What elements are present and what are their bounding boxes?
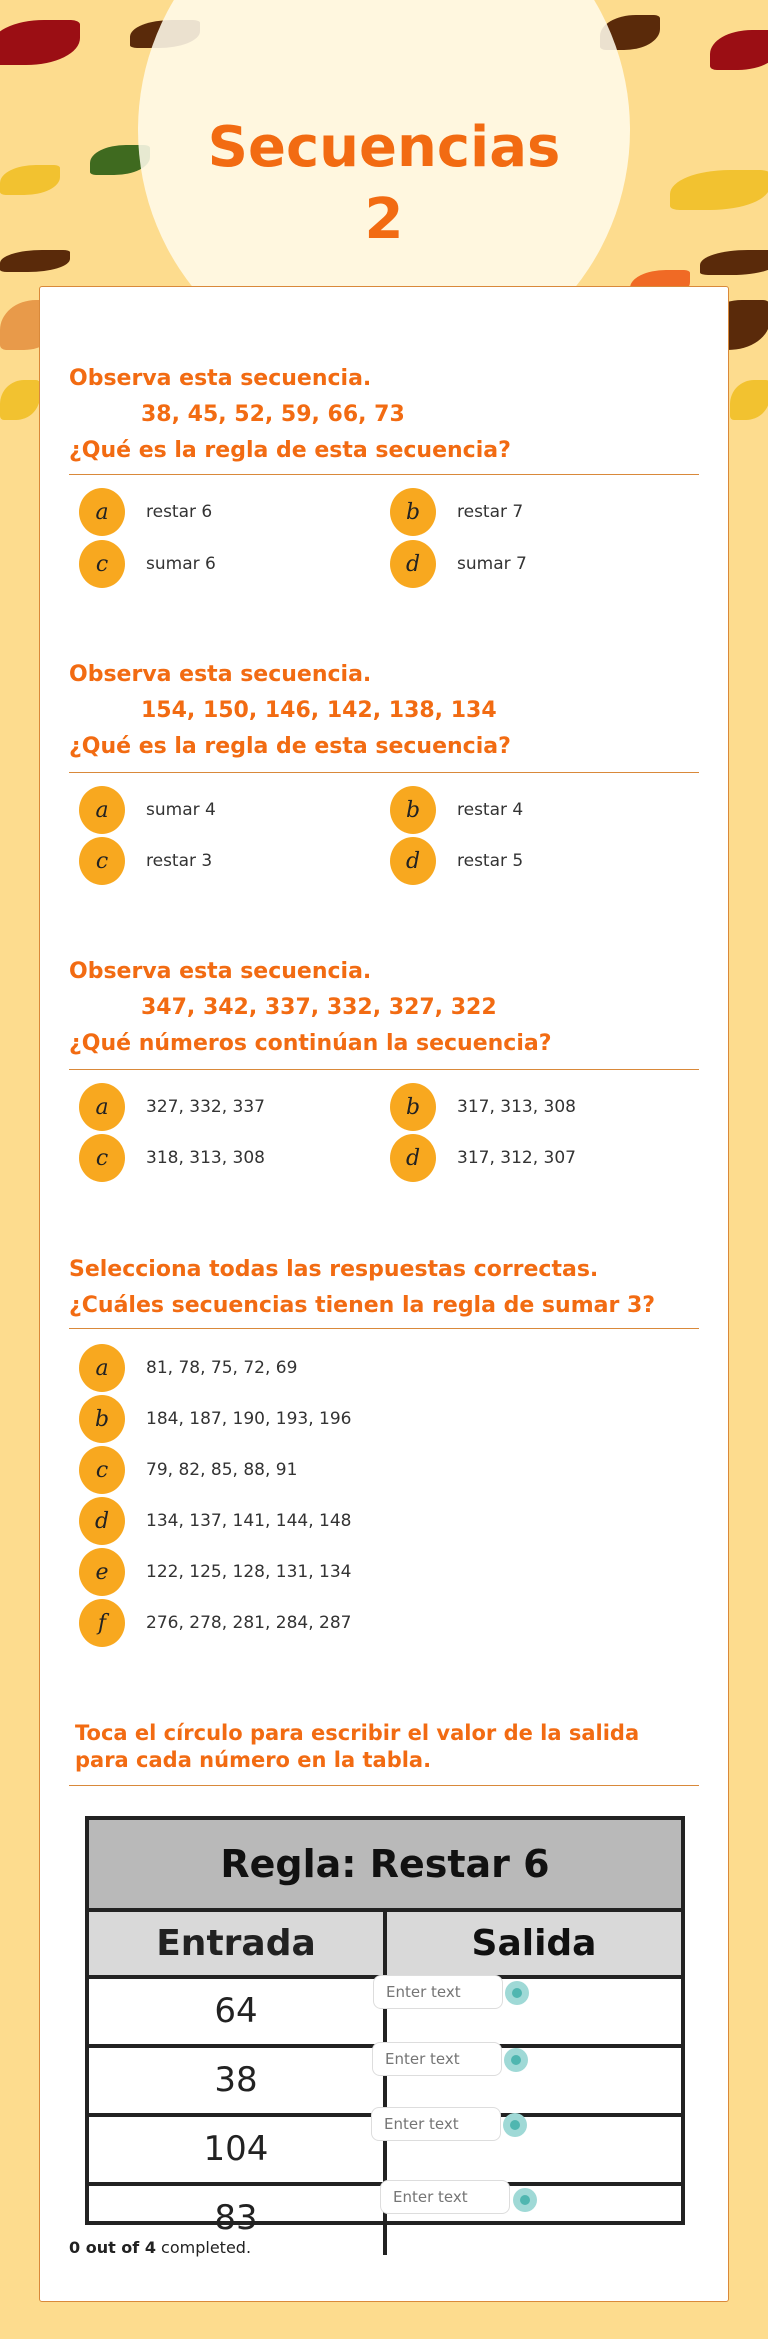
question-intro: Observa esta secuencia. bbox=[69, 662, 372, 687]
salida-input-4[interactable] bbox=[380, 2180, 510, 2214]
option-letter: d bbox=[390, 540, 436, 588]
salida-input-1[interactable] bbox=[373, 1975, 503, 2009]
option-letter: c bbox=[79, 540, 125, 588]
progress-count: 0 out of 4 bbox=[69, 2238, 156, 2257]
question-1 bbox=[69, 361, 511, 469]
table-header-row bbox=[89, 1912, 681, 1979]
option-text: 81, 78, 75, 72, 69 bbox=[146, 1358, 298, 1378]
function-table bbox=[85, 1816, 685, 2238]
option-letter: a bbox=[79, 1344, 125, 1392]
option-f[interactable] bbox=[79, 1599, 351, 1647]
question-5-instruction: Toca el círculo para escribir el valor de la salida para cada número en la tabla. bbox=[75, 1721, 640, 1772]
option-d[interactable] bbox=[79, 1497, 351, 1545]
salida-input-3[interactable] bbox=[371, 2107, 501, 2141]
option-a[interactable] bbox=[79, 1083, 265, 1131]
option-letter: e bbox=[79, 1548, 125, 1596]
option-letter: a bbox=[79, 1083, 125, 1131]
option-letter: f bbox=[79, 1599, 125, 1647]
option-text: restar 4 bbox=[457, 800, 524, 820]
question-intro: Observa esta secuencia. bbox=[69, 959, 372, 984]
question-text: ¿Qué es la regla de esta secuencia? bbox=[69, 734, 511, 759]
option-c[interactable] bbox=[79, 1446, 297, 1494]
divider bbox=[69, 772, 699, 773]
option-c[interactable] bbox=[79, 540, 216, 588]
option-letter: a bbox=[79, 786, 125, 834]
page-title: Secuencias 2 bbox=[207, 115, 561, 252]
option-text: 327, 332, 337 bbox=[146, 1097, 265, 1117]
input-value: 83 bbox=[89, 2186, 387, 2255]
option-letter: d bbox=[390, 1134, 436, 1182]
option-c[interactable] bbox=[79, 837, 212, 885]
column-header-salida: Salida bbox=[471, 1923, 597, 1964]
option-d[interactable] bbox=[390, 1134, 576, 1182]
option-text: 276, 278, 281, 284, 287 bbox=[146, 1613, 352, 1633]
question-sequence: 38, 45, 52, 59, 66, 73 bbox=[141, 402, 405, 427]
option-letter: c bbox=[79, 1446, 125, 1494]
answer-hotspot-icon[interactable] bbox=[504, 2048, 528, 2072]
question-sequence: 347, 342, 337, 332, 327, 322 bbox=[141, 995, 497, 1020]
salida-input-2[interactable] bbox=[372, 2042, 502, 2076]
column-header-entrada: Entrada bbox=[89, 1912, 387, 1975]
option-a[interactable] bbox=[79, 786, 216, 834]
option-letter: d bbox=[390, 837, 436, 885]
option-text: 79, 82, 85, 88, 91 bbox=[146, 1460, 298, 1480]
option-c[interactable] bbox=[79, 1134, 265, 1182]
option-e[interactable] bbox=[79, 1548, 351, 1596]
divider bbox=[69, 1069, 699, 1070]
option-b[interactable] bbox=[390, 1083, 576, 1131]
question-4 bbox=[69, 1252, 655, 1324]
option-text: 318, 313, 308 bbox=[146, 1148, 265, 1168]
question-text: ¿Cuáles secuencias tienen la regla de sumar 3? bbox=[69, 1293, 656, 1318]
option-d[interactable] bbox=[390, 837, 523, 885]
option-text: 317, 312, 307 bbox=[457, 1148, 576, 1168]
option-letter: b bbox=[390, 786, 436, 834]
progress-suffix: completed. bbox=[155, 2238, 252, 2257]
option-letter: a bbox=[79, 488, 125, 536]
answer-hotspot-icon[interactable] bbox=[503, 2113, 527, 2137]
option-a[interactable] bbox=[79, 1344, 297, 1392]
option-b[interactable] bbox=[390, 786, 523, 834]
input-value: 104 bbox=[89, 2117, 387, 2182]
question-text: ¿Qué números continúan la secuencia? bbox=[69, 1031, 552, 1056]
option-b[interactable] bbox=[390, 488, 523, 536]
option-a[interactable] bbox=[79, 488, 212, 536]
option-text: restar 5 bbox=[457, 851, 524, 871]
option-text: sumar 6 bbox=[146, 554, 216, 574]
question-text: ¿Qué es la regla de esta secuencia? bbox=[69, 438, 511, 463]
question-2 bbox=[69, 657, 511, 765]
divider bbox=[69, 1785, 699, 1786]
option-letter: d bbox=[79, 1497, 125, 1545]
option-text: sumar 4 bbox=[146, 800, 216, 820]
option-text: restar 6 bbox=[146, 502, 213, 522]
table-title: Regla: Restar 6 bbox=[89, 1820, 681, 1912]
option-text: restar 7 bbox=[457, 502, 524, 522]
question-intro: Observa esta secuencia. bbox=[69, 366, 372, 391]
option-letter: b bbox=[390, 488, 436, 536]
input-value: 64 bbox=[89, 1979, 387, 2044]
answer-hotspot-icon[interactable] bbox=[513, 2188, 537, 2212]
option-letter: b bbox=[390, 1083, 436, 1131]
option-text: 184, 187, 190, 193, 196 bbox=[146, 1409, 352, 1429]
answer-hotspot-icon[interactable] bbox=[505, 1981, 529, 2005]
divider bbox=[69, 1328, 699, 1329]
option-text: sumar 7 bbox=[457, 554, 527, 574]
option-text: 317, 313, 308 bbox=[457, 1097, 576, 1117]
option-text: 134, 137, 141, 144, 148 bbox=[146, 1511, 352, 1531]
option-letter: b bbox=[79, 1395, 125, 1443]
progress-status bbox=[69, 2238, 251, 2257]
option-letter: c bbox=[79, 837, 125, 885]
option-b[interactable] bbox=[79, 1395, 351, 1443]
option-letter: c bbox=[79, 1134, 125, 1182]
option-text: 122, 125, 128, 131, 134 bbox=[146, 1562, 352, 1582]
question-intro: Selecciona todas las respuestas correctas. bbox=[69, 1257, 599, 1282]
question-3 bbox=[69, 954, 552, 1062]
question-sequence: 154, 150, 146, 142, 138, 134 bbox=[141, 698, 497, 723]
option-d[interactable] bbox=[390, 540, 527, 588]
input-value: 38 bbox=[89, 2048, 387, 2113]
option-text: restar 3 bbox=[146, 851, 213, 871]
divider bbox=[69, 474, 699, 475]
